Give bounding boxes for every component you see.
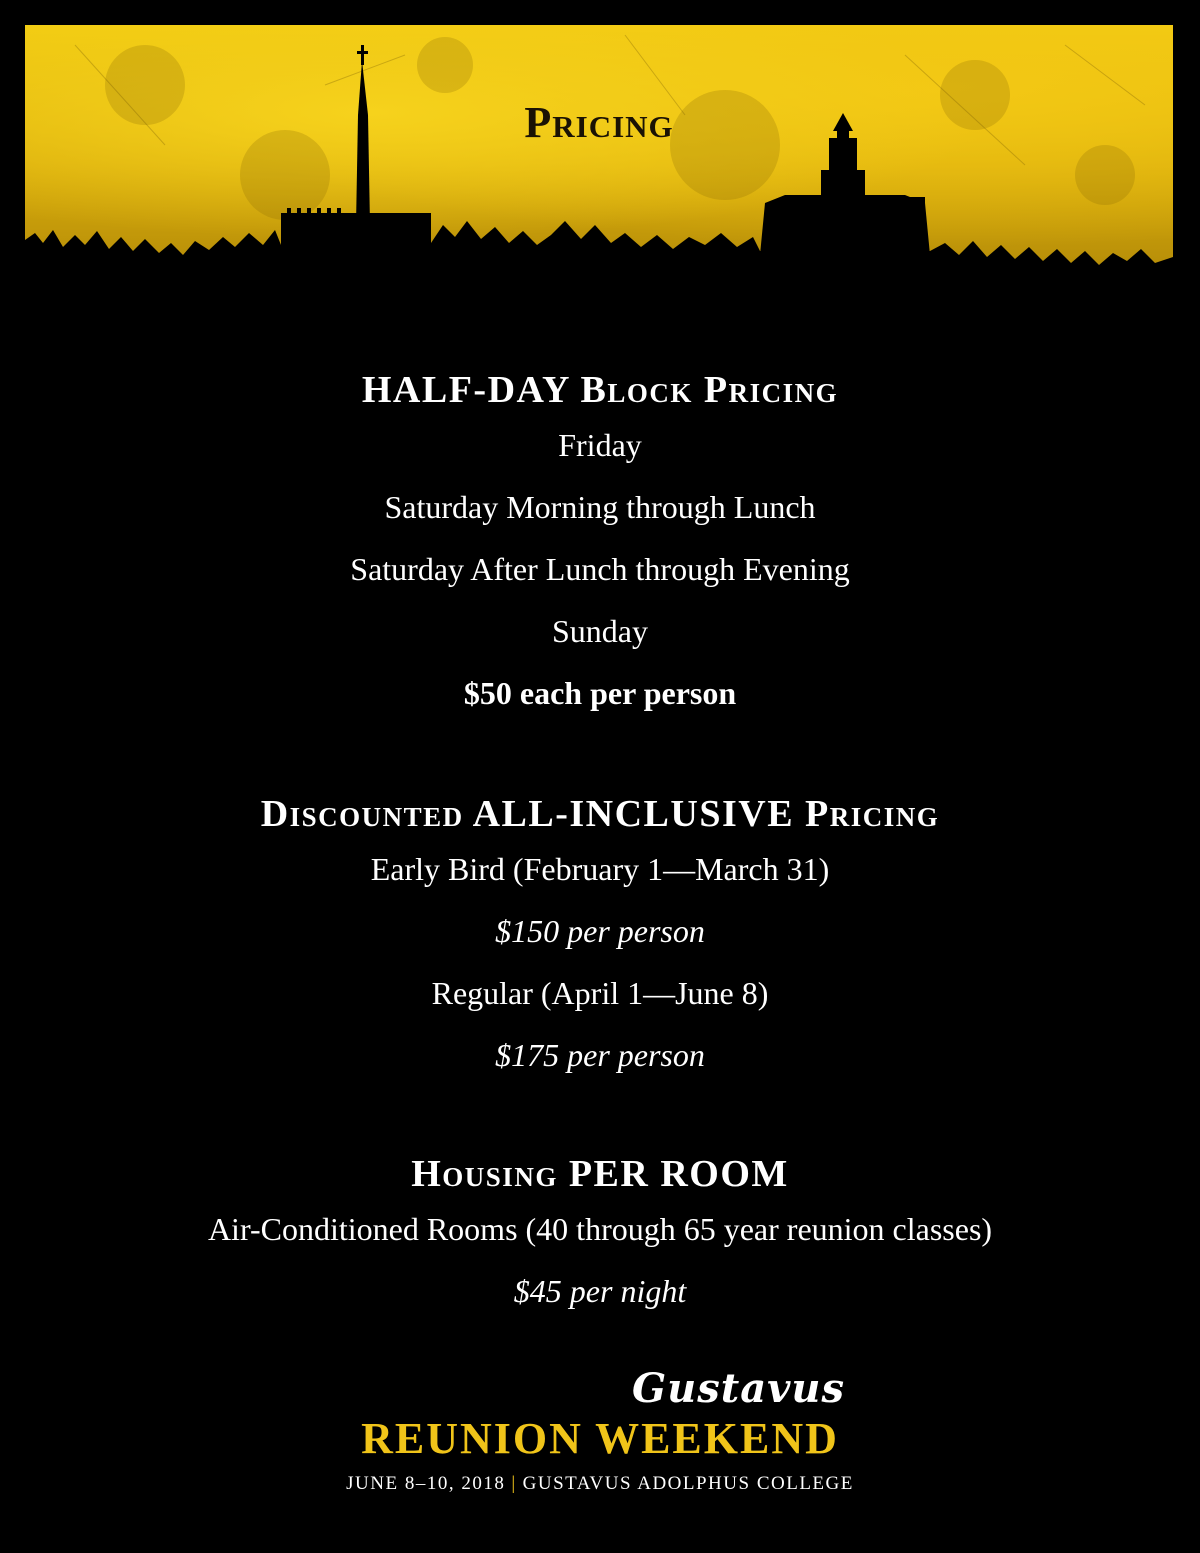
- half-day-item-saturday-afternoon: Saturday After Lunch through Evening: [350, 551, 850, 587]
- logo-college: GUSTAVUS ADOLPHUS COLLEGE: [522, 1473, 854, 1494]
- header-banner: [25, 25, 1173, 275]
- half-day-item-friday: Friday: [558, 427, 642, 463]
- housing-heading: Housing PER ROOM: [411, 1153, 789, 1195]
- logo-main-text: REUNION WEEKEND: [361, 1414, 839, 1463]
- early-bird-dates: Early Bird (February 1—March 31): [370, 851, 830, 887]
- half-day-item-sunday: Sunday: [552, 613, 648, 649]
- campus-skyline-silhouette: [25, 25, 1173, 275]
- logo-date: JUNE 8–10, 2018: [346, 1473, 506, 1494]
- housing-section: [0, 1150, 1200, 1322]
- logo-subtitle: [0, 1473, 1200, 1495]
- housing-rooms: Air-Conditioned Rooms (40 through 65 year reunion classes): [207, 1211, 993, 1247]
- logo-separator: |: [511, 1473, 517, 1494]
- all-inclusive-pricing-section: [0, 790, 1200, 1086]
- half-day-price: $50 each per person: [463, 675, 737, 711]
- regular-price: $175 per person: [495, 1037, 705, 1073]
- logo-script-text: Gustavus: [632, 1365, 845, 1412]
- early-bird-price: $150 per person: [495, 913, 705, 949]
- half-day-item-saturday-morning: Saturday Morning through Lunch: [384, 489, 816, 525]
- all-inclusive-heading: Discounted ALL-INCLUSIVE Pricing: [260, 793, 940, 835]
- half-day-pricing-section: [0, 366, 1200, 724]
- page-title: Pricing: [524, 98, 674, 147]
- housing-price: $45 per night: [513, 1273, 687, 1309]
- half-day-heading: HALF-DAY Block Pricing: [361, 369, 839, 411]
- regular-dates: Regular (April 1—June 8): [431, 975, 769, 1011]
